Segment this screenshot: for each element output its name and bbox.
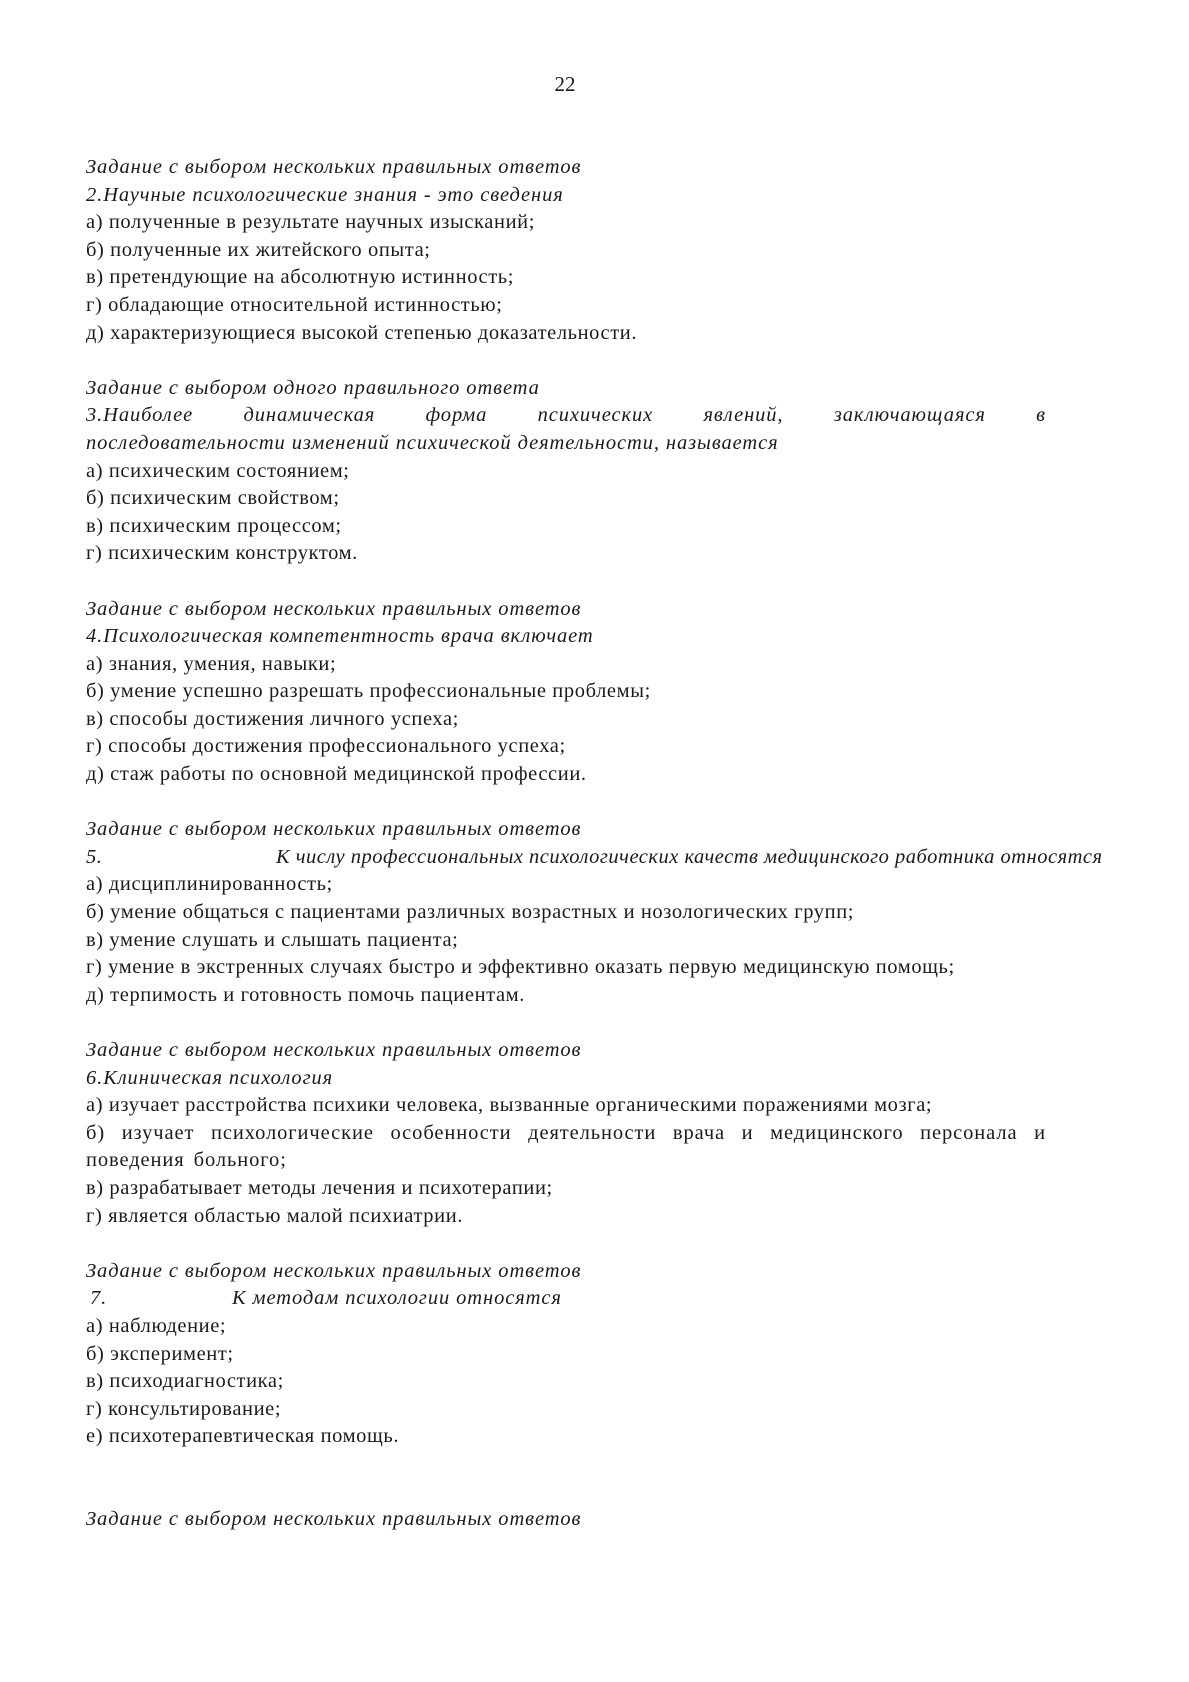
question-number: 7. (90, 1287, 108, 1310)
option: в) претендующие на абсолютную истинность; (86, 266, 515, 289)
question-text: Научные психологические знания - это сведения (103, 183, 564, 206)
task-2 (86, 154, 1046, 347)
question-3 (86, 402, 1046, 457)
option: в) психодиагностика; (86, 1370, 284, 1393)
question-6 (86, 1065, 1046, 1093)
option: а) психическим состоянием; (86, 459, 350, 482)
option: б) эксперимент; (86, 1342, 234, 1365)
task-6 (86, 1037, 1046, 1230)
option: е) психотерапевтическая помощь. (86, 1425, 400, 1448)
option: а) полученные в результате научных изысканий; (86, 211, 536, 234)
task-type: Задание с выбором нескольких правильных ответов (86, 818, 582, 841)
question-text: К методам психологии относятся (232, 1287, 562, 1310)
page-number: 22 (554, 72, 576, 96)
question-4 (86, 623, 1046, 651)
option: д) стаж работы по основной медицинской профессии. (86, 763, 587, 786)
option: в) способы достижения личного успеха; (86, 707, 459, 730)
option: а) знания, умения, навыки; (86, 652, 337, 675)
question-text-line-1: 3.Наиболее динамическая форма психических явлений, заключающаяся в (86, 404, 1046, 427)
task-type: Задание с выбором одного правильного ответа (86, 376, 540, 399)
option: г) является областью малой психиатрии. (86, 1204, 464, 1227)
question-7 (86, 1285, 1046, 1313)
option: г) консультирование; (86, 1397, 282, 1420)
task-5 (86, 816, 1103, 1009)
task-4 (86, 596, 1046, 789)
task-3 (86, 375, 1046, 568)
option: в) психическим процессом; (86, 514, 342, 537)
question-text: К числу профессиональных психологических качеств медицинского работника относятся (276, 845, 1103, 868)
question-number: 4. (86, 625, 104, 648)
question-number: 6. (86, 1066, 104, 1089)
task-type: Задание с выбором нескольких правильных ответов (86, 597, 582, 620)
option: б) умение успешно разрешать профессиональные проблемы; (86, 680, 651, 703)
question-5 (86, 844, 1189, 872)
task-8 (86, 1506, 1046, 1534)
option: б) изучает психологические особенности деятельности врача и медицинского персонала и поведения больного; (86, 1121, 1046, 1172)
question-text: Клиническая психология (103, 1066, 334, 1089)
option: г) психическим конструктом. (86, 542, 358, 565)
option: в) разрабатывает методы лечения и психотерапии; (86, 1176, 553, 1199)
question-5-clip (86, 844, 1189, 872)
option: г) способы достижения профессионального успеха; (86, 735, 566, 758)
task-type: Задание с выбором нескольких правильных ответов (86, 1507, 582, 1530)
option: б) умение общаться с пациентами различных возрастных и нозологических групп; (86, 901, 855, 924)
option: г) умение в экстренных случаях быстро и эффективно оказать первую медицинскую помощь; (86, 956, 955, 979)
option: а) изучает расстройства психики человека, вызванные органическими поражениями мозга; (86, 1094, 933, 1117)
task-type: Задание с выбором нескольких правильных ответов (86, 1259, 582, 1282)
option: г) обладающие относительной истинностью; (86, 293, 503, 316)
option: б) полученные их житейского опыта; (86, 238, 431, 261)
question-2 (86, 182, 1046, 210)
option: д) терпимость и готовность помочь пациентам. (86, 983, 525, 1006)
option: а) наблюдение; (86, 1314, 227, 1337)
question-text: Психологическая компетентность врача включает (103, 625, 594, 648)
option: а) дисциплинированность; (86, 873, 333, 896)
task-type: Задание с выбором нескольких правильных ответов (86, 156, 582, 178)
task-type: Задание с выбором нескольких правильных ответов (86, 1039, 582, 1061)
question-number: 5. (86, 845, 103, 868)
option: в) умение слушать и слышать пациента; (86, 928, 459, 951)
question-number: 2. (86, 183, 104, 206)
question-text-line-2: последовательности изменений психической деятельности, называется (86, 431, 779, 454)
page-content (86, 154, 1103, 1561)
option: б) психическим свойством; (86, 487, 340, 510)
task-7 (86, 1258, 1046, 1451)
option: д) характеризующиеся высокой степенью доказательности. (86, 321, 638, 344)
